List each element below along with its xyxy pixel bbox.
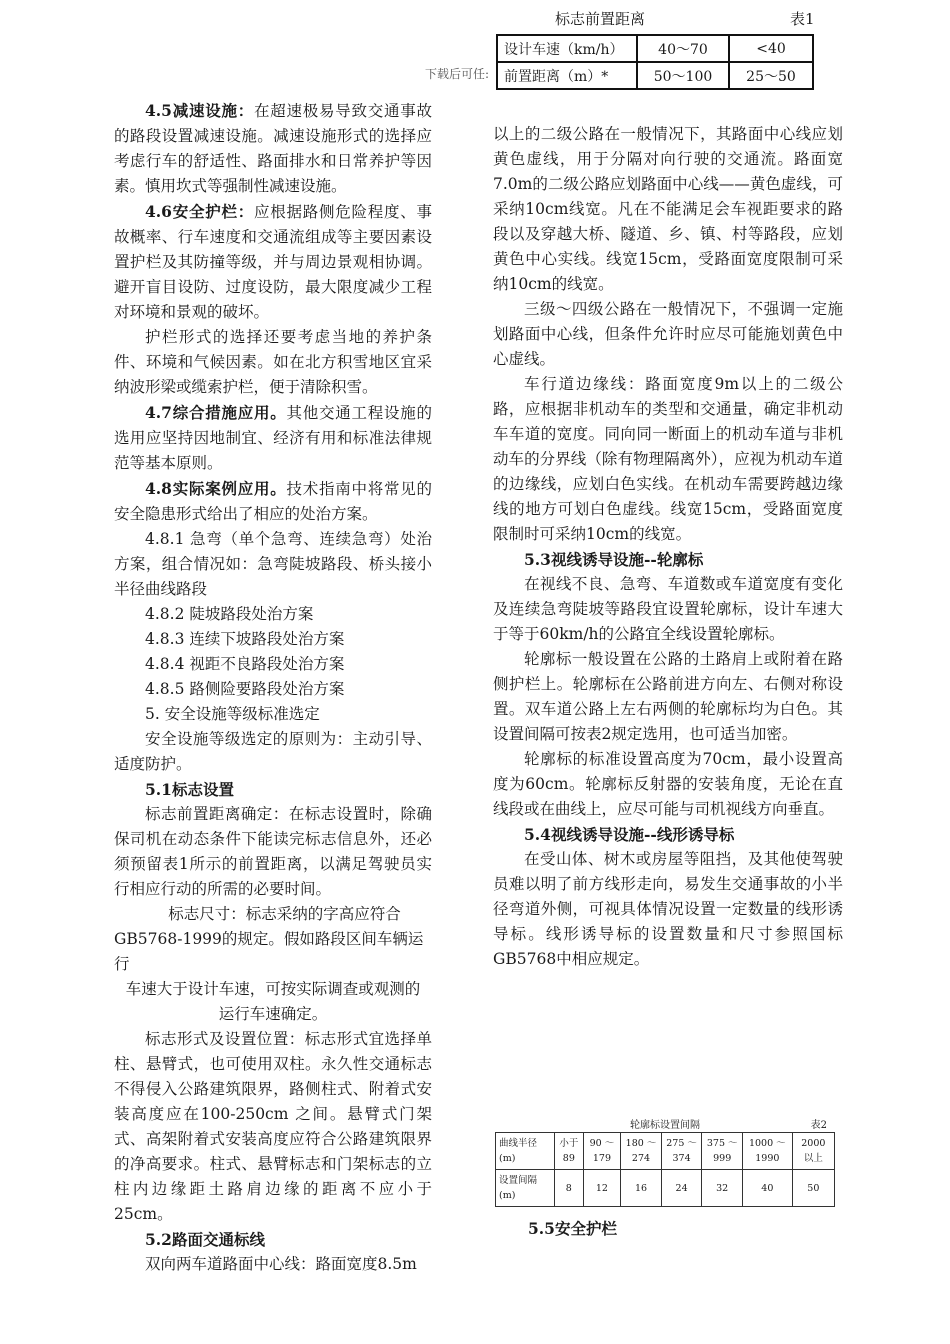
section-heading: 4.8实际案例应用。 [145, 479, 287, 498]
paragraph-text: 技术指南中将常见的安全隐患形式给出了相应的处治方案。 [114, 480, 432, 523]
table1-cell: <40 [729, 35, 813, 62]
section-heading: 4.7综合措施应用。 [145, 403, 287, 422]
table-row [497, 35, 813, 62]
paragraph: 在视线不良、急弯、车道数或车道宽度有变化及连续急弯陡坡等路段宜设置轮廓标，设计车速大于等于60km/h的公路宜全线设置轮廓标。 [493, 575, 843, 643]
table-row [496, 1170, 835, 1207]
table2-cell: 2000 以上 [792, 1133, 834, 1170]
table2-cell: 小于89 [555, 1133, 584, 1170]
table2-cell: 375 ～999 [702, 1133, 743, 1170]
table1-cell: 前置距离（m）* [497, 62, 637, 89]
paragraph: 标志形式及设置位置：标志形式宜选择单柱、悬臂式，也可使用双柱。永久性交通标志不得侵入公路建筑限界，路侧柱式、附着式安装高度应在100-250cm 之间。悬臂式门架式、高架附着式安装高度应符合公路建筑限界的净高要求。柱式、悬臂标志和门架标志的立柱内边缘距土路肩边缘的距离不应小于25cm。 [114, 1030, 432, 1223]
table2-caption: 轮廓标设置间隔 [630, 1120, 700, 1131]
table1-cell: 50～100 [637, 62, 729, 89]
paragraph-text: 应根据路侧危险程度、事故概率、行车速度和交通流组成等主要因素设置护栏及其防撞等级，并与周边景观相协调。避开盲目设防、过度设防，最大限度减少工程对环境和景观的破坏。 [114, 203, 432, 321]
table2-cell: 24 [661, 1170, 702, 1207]
table2-cell: 180 ～274 [621, 1133, 662, 1170]
table1-cell: 25～50 [729, 62, 813, 89]
section-heading: 5.1标志设置 [145, 780, 234, 799]
table2-grid [495, 1132, 835, 1207]
table1-cell: 设计车速（km/h） [497, 35, 637, 62]
table1-cell: 40～70 [637, 35, 729, 62]
paragraph-text: 其他交通工程设施的选用应坚持因地制宜、经济有用和标准法律规范等基本原则。 [114, 404, 432, 472]
paragraph: 以上的二级公路在一般情况下，其路面中心线应划黄色虚线，用于分隔对向行驶的交通流。路面宽7.0m的二级公路应划路面中心线——黄色虚线，可采纳10cm线宽。凡在不能满足会车视距要求的路段以及穿越大桥、隧道、乡、镇、村等路段，应划黄色中心实线。线宽15cm，受路面宽度限制可采纳10cm的线宽。 [493, 125, 843, 293]
right-column [493, 122, 843, 972]
table2-cell: 275 ～374 [661, 1133, 702, 1170]
table2-cell: 8 [555, 1170, 584, 1207]
paragraph-line: 标志尺寸：标志采纳的字高应符合 [168, 905, 401, 923]
paragraph: 双向两车道路面中心线：路面宽度8.5m [145, 1255, 417, 1273]
table2-cell: 1000 ～1990 [742, 1133, 792, 1170]
paragraph: 三级～四级公路在一般情况下，不强调一定施划路面中心线，但条件允许时应尽可能施划黄色中心虚线。 [493, 300, 843, 368]
table2-cell: 50 [792, 1170, 834, 1207]
paragraph: 轮廓标一般设置在公路的土路肩上或附着在路侧护栏上。轮廓标在公路前进方向左、右侧对称设置。双车道公路上左右两侧的轮廓标均为白色。其设置间隔可按表2规定选用，也可适当加密。 [493, 650, 843, 743]
paragraph-line: 车速大于设计车速，可按实际调查或观测的 [125, 980, 421, 998]
paragraph: 车行道边缘线：路面宽度9m以上的二级公路，应根据非机动车的类型和交通量，确定非机动车车道的宽度。同向同一断面上的机动车道与非机动车的分界线（除有物理隔离外），应视为机动车道的边缘线，应划白色实线。在机动车需要跨越边缘线的地方可划白色虚线。线宽15cm，受路面宽度限制时可采纳10cm的线宽。 [493, 375, 843, 543]
paragraph: 安全设施等级选定的原则为：主动引导、适度防护。 [114, 730, 432, 773]
paragraph-text: 在超速极易导致交通事故的路段设置减速设施。减速设施形式的选择应考虑行车的舒适性、路面排水和日常养护等因素。慎用坎式等强制性减速设施。 [114, 102, 432, 195]
paragraph: 护栏形式的选择还要考虑当地的养护条件、环境和气候因素。如在北方积雪地区宜采纳波形梁或缆索护栏，便于清除积雪。 [114, 328, 432, 396]
section-heading: 4.5减速设施： [145, 101, 254, 120]
paragraph [114, 98, 432, 199]
section-heading: 5.5安全护栏 [528, 1219, 617, 1238]
table1-caption: 标志前置距离 [555, 10, 646, 28]
left-column [114, 98, 432, 1277]
table-row [497, 62, 813, 89]
table1-number: 表1 [790, 10, 815, 28]
paragraph: 4.8.5 路侧险要路段处治方案 [145, 680, 345, 698]
paragraph: 4.8.4 视距不良路段处治方案 [145, 655, 345, 673]
paragraph [114, 199, 432, 325]
table2-cell: 90 ～179 [583, 1133, 621, 1170]
table2 [495, 1116, 835, 1207]
table2-cell: 16 [621, 1170, 662, 1207]
watermark-text: 下载后可任: [425, 67, 490, 81]
paragraph: 轮廓标的标准设置高度为70cm，最小设置高度为60cm。轮廓标反射器的安装角度，无论在直线段或在曲线上，应尽可能与司机视线方向垂直。 [493, 750, 843, 818]
table2-number: 表2 [810, 1120, 827, 1131]
paragraph: 5. 安全设施等级标准选定 [145, 705, 320, 723]
table2-cell: 32 [702, 1170, 743, 1207]
paragraph-line: GB5768-1999的规定。假如路段区间车辆运行 [114, 930, 424, 973]
paragraph: 4.8.2 陡坡路段处治方案 [145, 605, 314, 623]
paragraph: 4.8.1 急弯（单个急弯、连续急弯）处治方案，组合情况如：急弯陡坡路段、桥头接小半径曲线路段 [114, 530, 432, 598]
section-heading: 5.4视线诱导设施--线形诱导标 [524, 825, 735, 844]
table2-cell: 设置间隔(m) [496, 1170, 555, 1207]
paragraph-line: 运行车速确定。 [218, 1005, 328, 1023]
paragraph: 4.8.3 连续下坡路段处治方案 [145, 630, 345, 648]
table2-cell: 12 [583, 1170, 621, 1207]
paragraph: 在受山体、树木或房屋等阻挡，及其他使驾驶员难以明了前方线形走向，易发生交通事故的小半径弯道外侧，可视具体情况设置一定数量的线形诱导标。线形诱导标的设置数量和尺寸参照国标GB5768中相应规定。 [493, 850, 843, 968]
section-heading: 5.2路面交通标线 [145, 1230, 265, 1249]
section-heading: 4.6安全护栏： [145, 202, 254, 221]
paragraph [114, 400, 432, 476]
table-row [496, 1133, 835, 1170]
table2-cell: 40 [742, 1170, 792, 1207]
table2-caption-row [495, 1116, 835, 1130]
table1 [496, 34, 814, 90]
paragraph [114, 476, 432, 527]
section-heading: 5.3视线诱导设施--轮廓标 [524, 550, 704, 569]
table2-cell: 曲线半径(m) [496, 1133, 555, 1170]
paragraph: 标志前置距离确定：在标志设置时，除确保司机在动态条件下能读完标志信息外，还必须预留表1所示的前置距离，以满足驾驶员实行相应行动的所需的必要时间。 [114, 805, 432, 898]
